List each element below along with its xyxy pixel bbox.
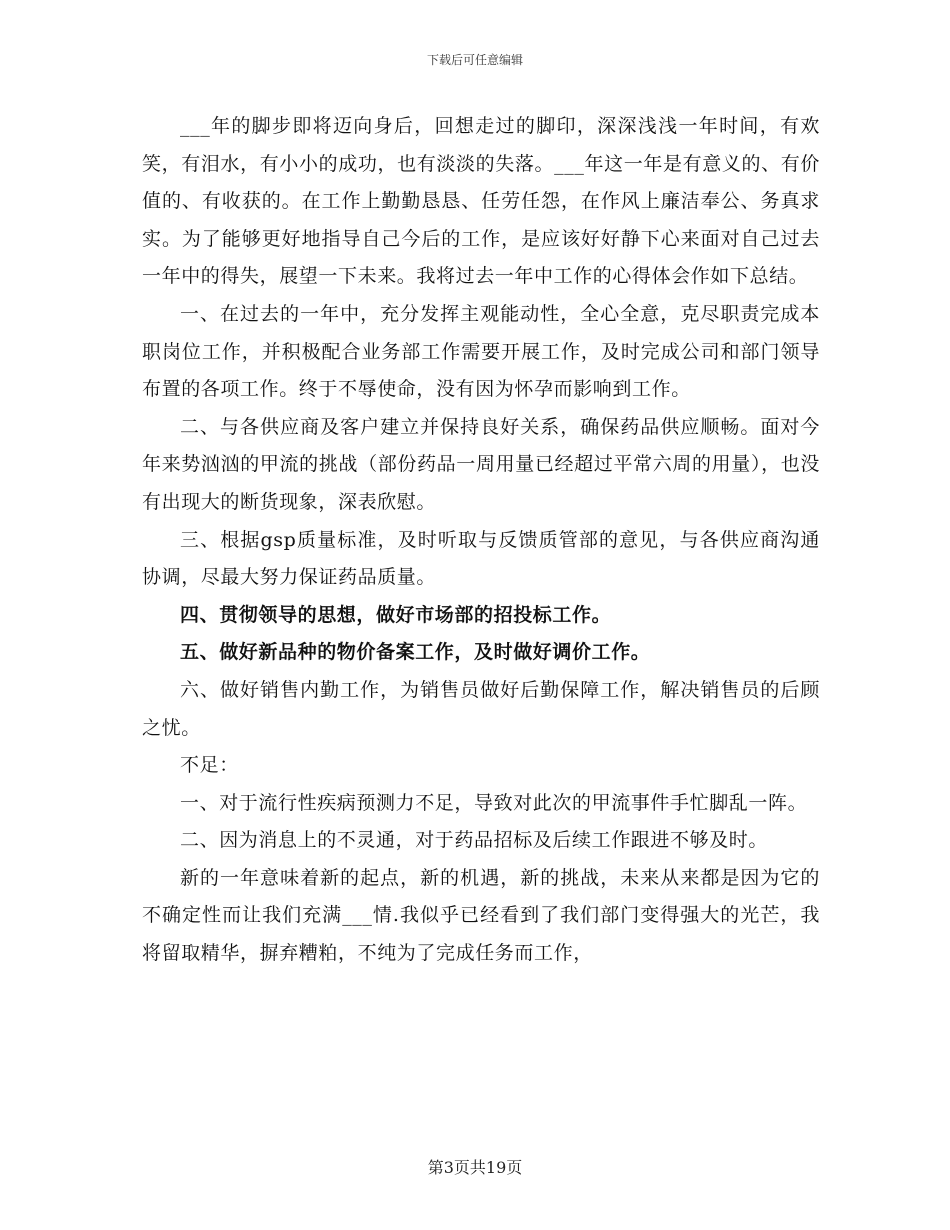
paragraph-item-6: 六、做好销售内勤工作，为销售员做好后勤保障工作，解决销售员的后顾之忧。 <box>142 678 820 739</box>
paragraph-shortcoming-1: 一、对于流行性疾病预测力不足，导致对此次的甲流事件手忙脚乱一阵。 <box>180 791 808 814</box>
paragraph-item-4: 四、贯彻领导的思想，做好市场部的招投标工作。 <box>180 603 612 626</box>
paragraph-item-1: 一、在过去的一年中，充分发挥主观能动性，全心全意，克尽职责完成本职岗位工作，并积极配合业务部工作需要开展工作，及时完成公司和部门领导布置的各项工作。终于不辱使命，没有因为怀孕而影响到工作。 <box>142 302 820 401</box>
paragraph-item-3: 三、根据gsp质量标准，及时听取与反馈质管部的意见，与各供应商沟通协调，尽最大努力保证药品质量。 <box>142 528 820 589</box>
paragraph-shortcomings-heading: 不足： <box>180 754 239 777</box>
paragraph-item-5: 五、做好新品种的物价备案工作，及时做好调价工作。 <box>180 641 651 664</box>
page-header: 下载后可任意编辑 <box>426 53 523 67</box>
paragraph-outlook: 新的一年意味着新的起点，新的机遇，新的挑战，未来从来都是因为它的不确定性而让我们充满___情.我似乎已经看到了我们部门变得强大的光芒，我将留取精华，摒弃糟粕，不纯为了完成任务而工作， <box>142 866 820 965</box>
paragraph-intro: ___年的脚步即将迈向身后，回想走过的脚印，深深浅浅一年时间，有欢笑，有泪水，有小小的成功，也有淡淡的失落。___年这一年是有意义的、有价值的、有收获的。在工作上勤勤恳恳、任劳任怨，在作风上廉洁奉公、务真求实。为了能够更好地指导自己今后的工作，是应该好好静下心来面对自己过去一年中的得失，展望一下未来。我将过去一年中工作的心得体会作如下总结。 <box>142 115 820 288</box>
page-footer: 第3页共19页 <box>427 1158 523 1177</box>
paragraph-item-2: 二、与各供应商及客户建立并保持良好关系，确保药品供应顺畅。面对今年来势汹汹的甲流的挑战（部份药品一周用量已经超过平常六周的用量），也没有出现大的断货现象，深表欣慰。 <box>142 415 820 513</box>
paragraph-shortcoming-2: 二、因为消息上的不灵通，对于药品招标及后续工作跟进不够及时。 <box>180 829 769 852</box>
document-body <box>142 108 820 973</box>
